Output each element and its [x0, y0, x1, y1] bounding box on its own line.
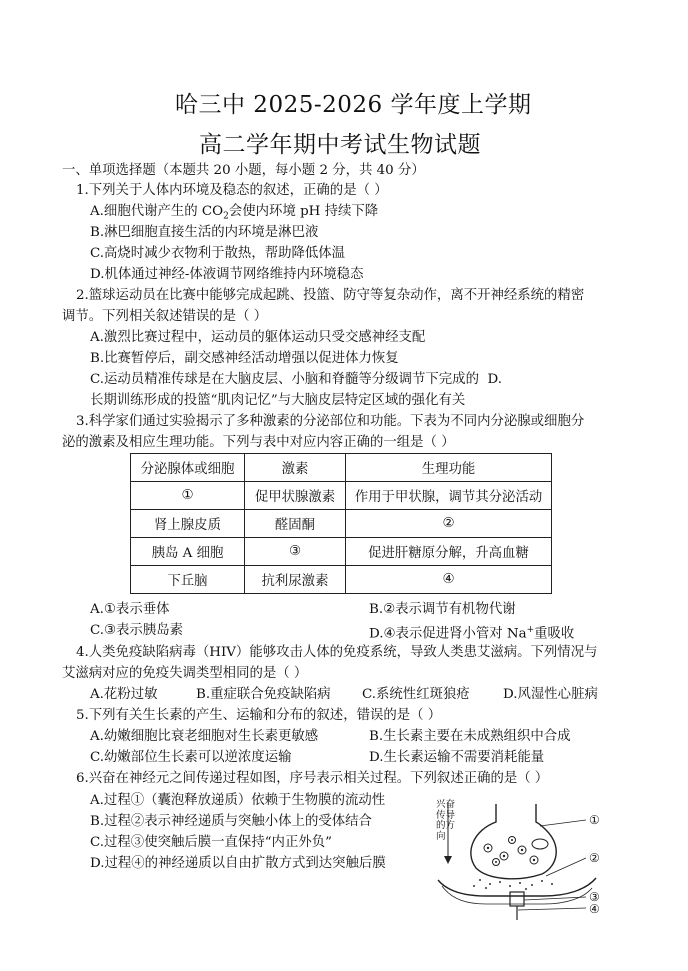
q1-stem: 1.下列关于人体内环境及稳态的叙述，正确的是（ ） — [76, 183, 388, 198]
q4-stem-line2: 艾滋病对应的免疫失调类型相同的是（ ） — [62, 666, 308, 681]
q5-option-b: B.生长素主要在未成熟组织中合成 — [369, 729, 571, 744]
table-cell: 胰岛 A 细胞 — [131, 538, 245, 566]
q5-option-c: C.幼嫩部位生长素可以逆浓度运输 — [90, 750, 292, 765]
q3-option-b: B.②表示调节有机物代谢 — [369, 602, 516, 617]
table-header: 激素 — [245, 454, 346, 482]
q5-option-a: A.幼嫩细胞比衰老细胞对生长素更敏感 — [90, 729, 319, 744]
table-header: 生理功能 — [346, 454, 552, 482]
q6-option-c: C.过程③使突触后膜一直保持“内正外负” — [90, 835, 332, 850]
q6-option-a: A.过程①（囊泡释放递质）依赖于生物膜的流动性 — [90, 793, 386, 808]
q6-stem: 6.兴奋在神经元之间传递过程如图，序号表示相关过程。下列叙述正确的是（ ） — [76, 771, 549, 786]
table-row — [131, 566, 552, 594]
q1-option-a: A.细胞代谢产生的 $CO_2$会使内环境 pH 持续下降 — [90, 204, 379, 222]
q3-option-c: C.③表示胰岛素 — [90, 623, 183, 638]
q3-option-d: D.④表示促进肾小管对 Na+重吸收 — [369, 625, 575, 642]
table-cell: 促进肝糖原分解，升高血糖 — [346, 538, 552, 566]
table-cell: ③ — [245, 538, 346, 566]
table-cell: ④ — [346, 566, 552, 594]
exam-title-line2: 高二学年期中考试生物试题 — [199, 132, 481, 158]
conduction-direction-label: 兴奋传导的方向 — [436, 799, 456, 842]
table-cell: 抗利尿激素 — [245, 566, 346, 594]
q2-option-c: C.运动员精准传球是在大脑皮层、小脑和脊髓等分级调节下完成的 D. — [90, 372, 502, 387]
q2-option-d: 长期训练形成的投篮“肌肉记忆”与大脑皮层特定区域的强化有关 — [90, 393, 466, 408]
q4-option-c: C.系统性红斑狼疮 — [362, 687, 470, 702]
figure-label-2: ② — [589, 851, 600, 865]
table-cell: 肾上腺皮质 — [131, 510, 245, 538]
q4-option-a: A.花粉过敏 — [90, 687, 158, 702]
section-heading: 一、单项选择题（本题共 20 小题，每小题 2 分，共 40 分） — [62, 163, 425, 178]
exam-title-line1: 哈三中 2025-2026 学年度上学期 — [175, 92, 532, 118]
table-row — [131, 482, 552, 510]
q3-stem-line2: 泌的激素及相应生理功能。下列与表中对应内容正确的一组是（ ） — [62, 435, 455, 450]
table-header-row — [131, 454, 552, 482]
q6-option-b: B.过程②表示神经递质与突触小体上的受体结合 — [90, 814, 372, 829]
q4-option-d: D.风湿性心脏病 — [503, 687, 598, 702]
presynaptic-terminal — [471, 804, 556, 879]
q2-stem-line2: 调节。下列相关叙述错误的是（ ） — [62, 309, 268, 324]
q5-stem: 5.下列有关生长素的产生、运输和分布的叙述，错误的是（ ） — [76, 708, 442, 723]
table-cell: 作用于甲状腺，调节其分泌活动 — [346, 482, 552, 510]
synaptic-vesicles — [484, 837, 538, 866]
mitochondrion — [532, 839, 548, 849]
q4-option-b: B.重症联合免疫缺陷病 — [196, 687, 331, 702]
table-header: 分泌腺体或细胞 — [131, 454, 245, 482]
q3-option-a: A.①表示垂体 — [90, 602, 170, 617]
q2-option-a: A.激烈比赛过程中，运动员的躯体运动只受交感神经支配 — [90, 330, 426, 345]
q5-option-d: D.生长素运输不需要消耗能量 — [369, 750, 545, 765]
table-row — [131, 510, 552, 538]
figure-label-3: ③ — [589, 890, 600, 904]
figure-label-4: ④ — [589, 902, 600, 916]
table-cell: 下丘脑 — [131, 566, 245, 594]
table-cell: ① — [131, 482, 245, 510]
q1-option-c: C.高烧时减少衣物利于散热，帮助降低体温 — [90, 246, 346, 261]
table-cell: 促甲状腺激素 — [245, 482, 346, 510]
q1-option-b: B.淋巴细胞直接生活的内环境是淋巴液 — [90, 225, 319, 240]
table-cell: 醛固酮 — [245, 510, 346, 538]
q2-stem-line1: 2.篮球运动员在比赛中能够完成起跳、投篮、防守等复杂动作，离不开神经系统的精密 — [76, 288, 585, 303]
q3-stem-line1: 3.科学家们通过实验揭示了多种激素的分泌部位和功能。下表为不同内分泌腺或细胞分 — [76, 414, 585, 429]
postsynaptic-membrane — [438, 878, 596, 896]
hormone-table — [130, 453, 552, 594]
q1-option-d: D.机体通过神经-体液调节网络维持内环境稳态 — [90, 267, 364, 282]
neurotransmitter-dots — [473, 879, 553, 890]
table-row — [131, 538, 552, 566]
q6-option-d: D.过程④的神经递质以自由扩散方式到达突触后膜 — [90, 856, 386, 871]
table-cell: ② — [346, 510, 552, 538]
figure-label-1: ① — [589, 813, 600, 827]
q2-option-b: B.比赛暂停后，副交感神经活动增强以促进体力恢复 — [90, 351, 399, 366]
q4-stem-line1: 4.人类免疫缺陷病毒（HIV）能够攻击人体的免疫系统，导致人类患艾滋病。下列情况与 — [76, 645, 598, 660]
